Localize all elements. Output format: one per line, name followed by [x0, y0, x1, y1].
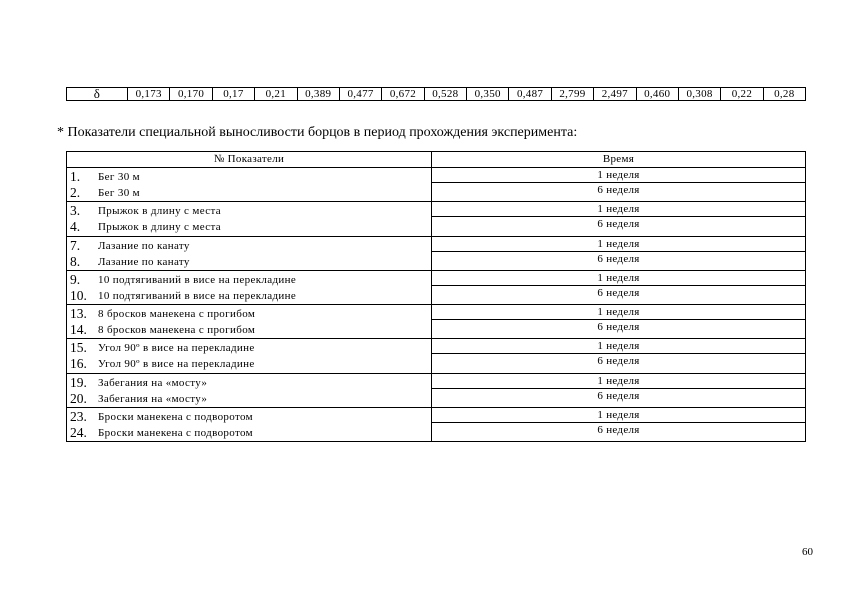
indicator-number: 10. — [70, 287, 87, 303]
indicator-label: 10 подтягиваний в висе на перекладине — [98, 289, 297, 302]
delta-value-cell: 0,477 — [339, 88, 381, 101]
table-header-row — [67, 152, 805, 168]
group-periods — [432, 339, 805, 372]
indicator-group — [67, 168, 805, 202]
indicator-label: 10 подтягиваний в висе на перекладине — [98, 273, 297, 286]
indicator-row — [67, 375, 431, 391]
indicator-number: 23. — [70, 409, 87, 425]
indicator-number: 20. — [70, 390, 87, 406]
indicator-number: 24. — [70, 425, 87, 441]
group-periods — [432, 305, 805, 338]
indicator-number: 9. — [70, 271, 81, 287]
indicator-row — [67, 254, 431, 270]
indicator-row — [67, 409, 431, 425]
page-number: 60 — [802, 546, 813, 558]
indicator-label: Бег 30 м — [98, 171, 140, 183]
group-indicators — [67, 374, 432, 407]
indicator-row — [67, 425, 431, 441]
period-cell: 6 неделя — [597, 321, 640, 334]
table-caption: * Показатели специальной выносливости борцов в период прохождения эксперимента: — [57, 125, 578, 140]
indicator-number: 19. — [70, 374, 87, 390]
period-cell: 1 неделя — [432, 271, 805, 286]
delta-value-cell: 0,487 — [509, 88, 551, 101]
indicator-row — [67, 306, 431, 322]
delta-row — [67, 88, 806, 101]
delta-value-cell: 2,497 — [594, 88, 636, 101]
group-periods — [432, 168, 805, 201]
indicator-label: Угол 90º в висе на перекладине — [98, 358, 255, 371]
indicator-number: 14. — [70, 322, 87, 338]
indicator-row — [67, 272, 431, 288]
group-indicators — [67, 168, 432, 201]
indicator-group — [67, 339, 805, 373]
delta-value-cell: 2,799 — [551, 88, 593, 101]
header-indicators: № Показатели — [67, 152, 432, 167]
indicator-number: 2. — [70, 185, 81, 200]
indicator-row — [67, 340, 431, 356]
group-periods — [432, 374, 805, 407]
delta-value-cell: 0,528 — [424, 88, 466, 101]
delta-value-cell: 0,173 — [128, 88, 170, 101]
period-cell: 6 неделя — [597, 424, 640, 437]
indicator-number: 13. — [70, 306, 87, 322]
indicator-label: Броски манекена с подворотом — [98, 427, 253, 440]
indicator-row — [67, 219, 431, 235]
indicator-label: Прыжок в длину с места — [98, 205, 221, 218]
period-cell: 1 неделя — [432, 408, 805, 423]
group-indicators — [67, 339, 432, 372]
indicator-label: Угол 90º в висе на перекладине — [98, 342, 255, 355]
delta-value-cell: 0,460 — [636, 88, 678, 101]
indicator-label: Прыжок в длину с места — [98, 221, 221, 234]
period-cell: 1 неделя — [432, 237, 805, 252]
indicator-row — [67, 322, 431, 338]
delta-value-cell: 0,389 — [297, 88, 339, 101]
group-indicators — [67, 305, 432, 338]
indicators-table — [66, 151, 806, 442]
indicator-number: 15. — [70, 340, 87, 356]
table-body — [67, 168, 805, 441]
delta-values-table — [66, 87, 806, 101]
indicator-row — [67, 391, 431, 407]
indicator-number: 8. — [70, 253, 81, 269]
indicator-row — [67, 169, 431, 185]
delta-value-cell: 0,22 — [721, 88, 763, 101]
header-time: Время — [602, 153, 635, 165]
group-indicators — [67, 237, 432, 270]
indicator-label: Бег 30 м — [98, 187, 140, 199]
indicator-label: 8 бросков манекена с прогибом — [98, 308, 256, 321]
indicator-number: 16. — [70, 356, 87, 372]
indicator-row — [67, 185, 431, 201]
group-periods — [432, 408, 805, 441]
delta-value-cell: 0,308 — [678, 88, 720, 101]
delta-value-cell: 0,170 — [170, 88, 212, 101]
indicator-label: Броски манекена с подворотом — [98, 411, 253, 424]
period-cell: 1 неделя — [432, 202, 805, 217]
indicator-group — [67, 237, 805, 271]
indicator-label: Забегания на «мосту» — [98, 392, 208, 405]
period-cell: 6 неделя — [597, 355, 640, 368]
delta-value-cell: 0,350 — [467, 88, 509, 101]
delta-label: δ — [67, 88, 128, 101]
indicator-label: Лазание по канату — [98, 239, 190, 252]
indicator-group — [67, 374, 805, 408]
group-indicators — [67, 202, 432, 235]
period-cell: 1 неделя — [432, 374, 805, 389]
indicator-number: 4. — [70, 219, 81, 235]
indicator-group — [67, 408, 805, 441]
indicator-row — [67, 288, 431, 304]
delta-value-cell: 0,21 — [255, 88, 297, 101]
group-indicators — [67, 271, 432, 304]
indicator-row — [67, 356, 431, 372]
period-cell: 6 неделя — [597, 389, 640, 402]
indicator-label: Забегания на «мосту» — [98, 376, 208, 389]
indicator-label: Лазание по канату — [98, 255, 190, 268]
delta-value-cell: 0,17 — [212, 88, 254, 101]
period-cell: 6 неделя — [597, 252, 640, 265]
group-indicators — [67, 408, 432, 441]
indicator-group — [67, 305, 805, 339]
indicator-row — [67, 238, 431, 254]
period-cell: 6 неделя — [597, 286, 640, 299]
group-periods — [432, 237, 805, 270]
delta-value-cell: 0,672 — [382, 88, 424, 101]
period-cell: 1 неделя — [432, 305, 805, 320]
indicator-number: 1. — [70, 169, 81, 184]
indicator-group — [67, 271, 805, 305]
group-periods — [432, 202, 805, 235]
delta-value-cell: 0,28 — [763, 88, 805, 101]
indicator-label: 8 бросков манекена с прогибом — [98, 324, 256, 337]
indicator-number: 7. — [70, 237, 81, 253]
indicator-number: 3. — [70, 203, 81, 219]
period-cell: 1 неделя — [432, 339, 805, 354]
group-periods — [432, 271, 805, 304]
indicator-group — [67, 202, 805, 236]
period-cell: 6 неделя — [597, 184, 640, 196]
indicator-row — [67, 203, 431, 219]
period-cell: 1 неделя — [432, 168, 805, 183]
period-cell: 6 неделя — [597, 218, 640, 231]
